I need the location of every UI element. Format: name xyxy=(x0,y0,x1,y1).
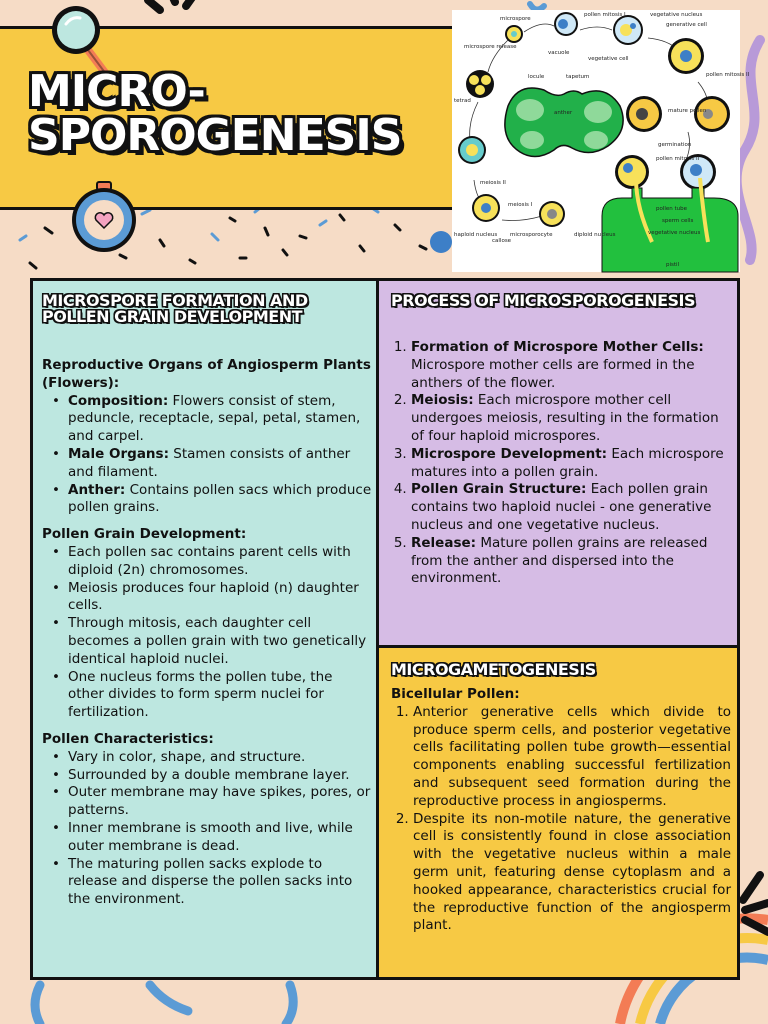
dot-shape xyxy=(430,231,452,253)
list-item: • Vary in color, shape, and structure. xyxy=(68,749,372,767)
pistil-shape xyxy=(602,178,738,272)
diagram-label: pollen mitosis II xyxy=(656,156,700,162)
list-item: 5. Release: Mature pollen grains are released from the anther and dispersed into the environment. xyxy=(411,535,729,588)
list-item: • Through mitosis, each daughter cell becomes a pollen grain with two genetically identical haploid nuclei. xyxy=(68,615,372,668)
list-item: • Anther: Contains pollen sacs which produce pollen grains. xyxy=(68,482,372,518)
sunburst-icon xyxy=(148,0,196,10)
tetrad-cell xyxy=(466,70,494,98)
section-title: Pollen Grain Development: xyxy=(42,526,247,543)
title-line-1: MICRO- xyxy=(28,66,205,117)
microgametogenesis-panel xyxy=(376,645,740,980)
pollen-development-diagram xyxy=(452,10,750,272)
diagram-label: meiosis I xyxy=(508,202,533,208)
microsporocyte-cell xyxy=(539,201,565,227)
squiggle-shape xyxy=(150,985,188,1011)
diagram-label: vegetative nucleus xyxy=(648,230,701,236)
bullet-list xyxy=(42,749,372,909)
list-item: 4. Pollen Grain Structure: Each pollen grain contains two haploid nuclei - one generative nucleus and one vegetative nucleus. xyxy=(411,481,729,534)
list-item: • Composition: Flowers consist of stem, peduncle, receptacle, sepal, petal, stamen, and carpel. xyxy=(68,393,372,446)
meiosis-2-cell xyxy=(458,136,486,164)
diagram-label: sperm cells xyxy=(662,218,694,224)
list-item: 2. Meiosis: Each microspore mother cell undergoes meiosis, resulting in the formation of four haploid microspores. xyxy=(411,392,729,445)
panel-heading: PROCESS OF MICROSPOROGENESIS xyxy=(391,291,696,310)
section-title: Pollen Characteristics: xyxy=(42,730,214,747)
list-item: • Inner membrane is smooth and live, while outer membrane is dead. xyxy=(68,820,372,856)
diagram-label: microspore release xyxy=(464,44,517,50)
list-item: • One nucleus forms the pollen tube, the other divides to form sperm nuclei for fertilization. xyxy=(68,669,372,722)
page-title xyxy=(28,66,448,161)
squiggle-shape xyxy=(35,985,40,1024)
list-item: 1. Formation of Microspore Mother Cells: Microspore mother cells are formed in the anthers of the flower. xyxy=(411,339,729,392)
diagram-label: diploid nucleus xyxy=(574,232,616,238)
diagram-label: locule xyxy=(528,74,545,80)
diagram-svg xyxy=(452,10,750,272)
diagram-label: callose xyxy=(492,238,512,244)
diagram-label: vegetative nucleus xyxy=(650,12,703,18)
list-item: • Each pollen sac contains parent cells with diploid (2n) chromosomes. xyxy=(68,544,372,580)
list-item: 3. Microspore Development: Each microspore matures into a pollen grain. xyxy=(411,446,729,482)
microspore-formation-panel xyxy=(30,278,379,980)
list-item: • Male Organs: Stamen consists of anther and filament. xyxy=(68,446,372,482)
title-line-2: SPOROGENESIS xyxy=(28,110,402,161)
list-item: • Outer membrane may have spikes, pores, or patterns. xyxy=(68,784,372,820)
panel-content xyxy=(391,686,731,935)
panel-content xyxy=(42,357,372,909)
mature-pollen-cell xyxy=(626,96,730,132)
diagram-label: tetrad xyxy=(454,98,471,104)
diagram-label: haploid nucleus xyxy=(454,232,498,238)
stopwatch-icon xyxy=(66,178,142,258)
diagram-label: vegetative cell xyxy=(588,56,629,62)
list-item: • The maturing pollen sacks explode to release and disperse the pollen sacks into the environment. xyxy=(68,856,372,909)
diagram-label: pollen mitosis I xyxy=(584,12,626,18)
diagram-label: tapetum xyxy=(566,74,590,80)
diagram-label: germination xyxy=(658,142,692,148)
list-item: 2. Despite its non-motile nature, the generative cell is consistently found in close association with the vegetative nucleus within a male germ unit, featuring dense cytoplasm and a hooked appearance, characteristics crucial for the reproductive function of the angiosperm plant. xyxy=(413,811,731,936)
squiggle-shape xyxy=(286,985,293,1024)
pollen-mitosis-2-cell xyxy=(668,38,704,74)
panel-content xyxy=(389,339,729,588)
diagram-label: microspore xyxy=(500,16,531,22)
diagram-label: anther xyxy=(554,110,573,116)
list-item: • Meiosis produces four haploid (n) daughter cells. xyxy=(68,580,372,616)
meiosis-1-cell xyxy=(472,194,500,222)
diagram-label: vacuole xyxy=(548,50,570,56)
pollen-mitosis-cell xyxy=(554,12,578,36)
anther-shape xyxy=(505,88,623,157)
section-title: Bicellular Pollen: xyxy=(391,686,520,702)
list-item: • Surrounded by a double membrane layer. xyxy=(68,767,372,785)
microspore-cell xyxy=(505,25,523,43)
diagram-label: mature pollen xyxy=(668,108,707,114)
squiggle-shape xyxy=(530,4,544,10)
panel-heading: MICROGAMETOGENESIS xyxy=(391,660,596,679)
process-panel xyxy=(376,278,740,648)
section-title: Reproductive Organs of Angiosperm Plants (Flowers): xyxy=(42,357,371,391)
diagram-label: pistil xyxy=(666,262,680,268)
panel-heading: MICROSPORE FORMATION AND POLLEN GRAIN DEVELOPMENT xyxy=(42,291,308,326)
diagram-label: pollen tube xyxy=(656,206,688,212)
diagram-label: pollen mitosis II xyxy=(706,72,750,78)
numbered-list xyxy=(391,704,731,935)
list-item: 1. Anterior generative cells which divide to produce sperm cells, and posterior vegetative cells facilitating pollen tube growth—essential components enabling successful fertilization and subsequent seed formation during the reproductive process in angiosperms. xyxy=(413,704,731,811)
diagram-label: generative cell xyxy=(666,22,707,28)
numbered-list xyxy=(389,339,729,588)
vegetative-cell xyxy=(613,15,643,45)
bullet-list xyxy=(42,544,372,722)
diagram-label: meiosis II xyxy=(480,180,506,186)
bullet-list xyxy=(42,393,372,518)
diagram-label: microsporocyte xyxy=(510,232,553,238)
